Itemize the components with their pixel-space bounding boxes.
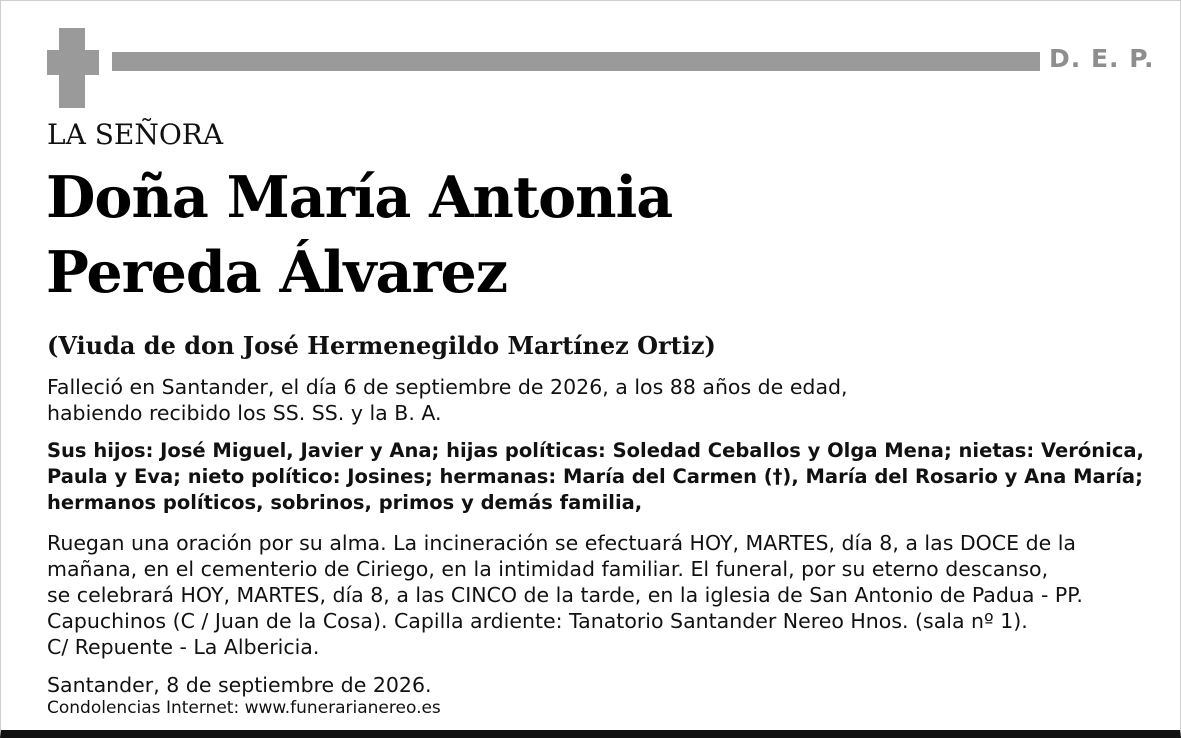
place-date: Santander, 8 de septiembre de 2026.	[47, 673, 432, 697]
header-rule	[112, 52, 1040, 71]
family-line: hermanos políticos, sobrinos, primos y demás familia,	[47, 491, 643, 514]
family-line: Paula y Eva; nieto político: Josines; hermanas: María del Carmen (†), María del Rosario y Ana María;	[47, 465, 1143, 488]
service-line: C/ Repuente - La Albericia.	[47, 635, 320, 659]
family-line: Sus hijos: José Miguel, Javier y Ana; hijas políticas: Soledad Ceballos y Olga Mena; nietas: Verónica,	[47, 439, 1144, 462]
service-line: mañana, en el cementerio de Ciriego, en la intimidad familiar. El funeral, por su eterno descanso,	[47, 557, 1049, 581]
death-notice	[47, 374, 1157, 426]
service-info	[47, 530, 1157, 660]
name-line-1: Doña María Antonia	[46, 164, 673, 231]
death-notice-line: Falleció en Santander, el día 6 de septiembre de 2026, a los 88 años de edad,	[47, 375, 848, 399]
title-label: LA SEÑORA	[47, 118, 224, 151]
widow-line: (Viuda de don José Hermenegildo Martínez Ortiz)	[47, 331, 716, 360]
dep-label: D. E. P.	[1049, 44, 1155, 73]
death-notice-line: habiendo recibido los SS. SS. y la B. A.	[47, 401, 442, 425]
service-line: Ruegan una oración por su alma. La incineración se efectuará HOY, MARTES, día 8, a las DOCE de la	[47, 531, 1076, 555]
service-line: Capuchinos (C / Juan de la Cosa). Capilla ardiente: Tanatorio Santander Nereo Hnos. (sala nº 1).	[47, 609, 1028, 633]
family-list	[47, 438, 1157, 516]
service-line: se celebrará HOY, MARTES, día 8, a las CINCO de la tarde, en la iglesia de San Antonio de Padua - PP.	[47, 583, 1083, 607]
cross-icon-bar	[47, 50, 99, 75]
deceased-name	[46, 160, 672, 310]
name-line-2: Pereda Álvarez	[46, 239, 508, 306]
condolences-line: Condolencias Internet: www.funerarianereo.es	[47, 698, 441, 718]
